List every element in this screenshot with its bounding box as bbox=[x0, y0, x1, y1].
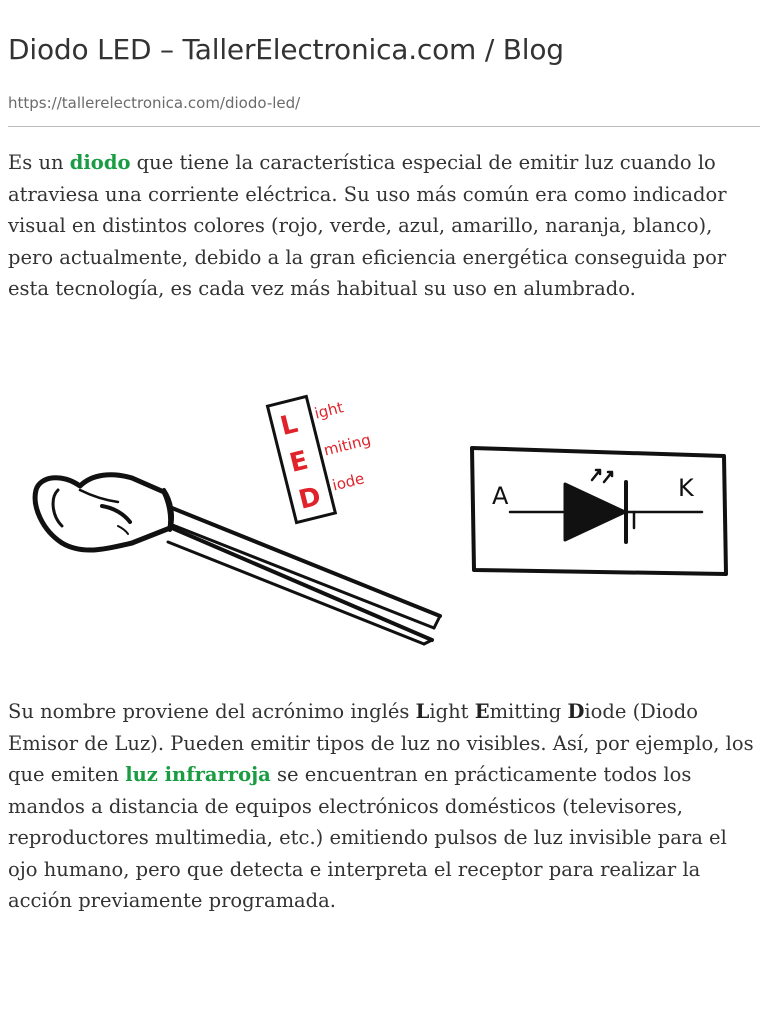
text-segment: Su nombre proviene del acrónimo inglés bbox=[8, 700, 416, 723]
text-segment: Es un bbox=[8, 151, 70, 174]
acronym-letter-d: D bbox=[295, 481, 325, 516]
text-segment: que tiene la característica especial de emitir luz cuando lo atraviesa una corriente eléctrica. Su uso más común era como indicador visual en distintos colores (rojo, verde, azul, amarillo, naranja, blanco), pero actualmente, debido a la gran eficiencia energética conseguida por esta tecnología, es cada vez más habitual su uso en alumbrado. bbox=[8, 151, 727, 300]
luz-infrarroja-link[interactable]: luz infrarroja bbox=[125, 763, 271, 786]
text-segment: mitting bbox=[489, 700, 568, 723]
acronym-letter-l: L bbox=[277, 408, 301, 443]
diode-symbol bbox=[472, 448, 726, 574]
header-divider bbox=[8, 126, 760, 127]
led-acronym-label bbox=[267, 384, 385, 523]
page-url[interactable]: https://tallerelectronica.com/diodo-led/ bbox=[8, 94, 301, 112]
acronym-bold-e: E bbox=[474, 700, 490, 723]
text-segment: iode (Diodo Emisor de Luz). Pueden emitir tipos de luz no visibles. Así, por ejemplo, los que emiten bbox=[8, 700, 754, 786]
text-segment: ight bbox=[429, 700, 475, 723]
led-illustration bbox=[22, 378, 742, 660]
paragraph-acronym bbox=[8, 696, 760, 917]
acronym-bold-d: D bbox=[567, 700, 585, 723]
anode-label: A bbox=[492, 482, 509, 510]
acronym-bold-l: L bbox=[415, 700, 430, 723]
diodo-link[interactable]: diodo bbox=[69, 151, 131, 174]
cathode-label: K bbox=[678, 474, 694, 502]
led-drawing bbox=[35, 475, 440, 644]
acronym-word-diode: iode bbox=[330, 469, 367, 495]
acronym-letter-e: E bbox=[286, 445, 312, 479]
paragraph-intro bbox=[8, 147, 760, 305]
acronym-word-light: ight bbox=[312, 398, 346, 423]
text-segment: se encuentran en prácticamente todos los mandos a distancia de equipos electrónicos domésticos (televisores, reproductores multimedia, etc.) emitiendo pulsos de luz invisible para el ojo humano, pero que detecta e interpreta el receptor para realizar la acción previamente programada. bbox=[8, 763, 727, 912]
acronym-word-emitting: miting bbox=[321, 430, 373, 460]
page-title: Diodo LED – TallerElectronica.com / Blog bbox=[8, 33, 564, 66]
